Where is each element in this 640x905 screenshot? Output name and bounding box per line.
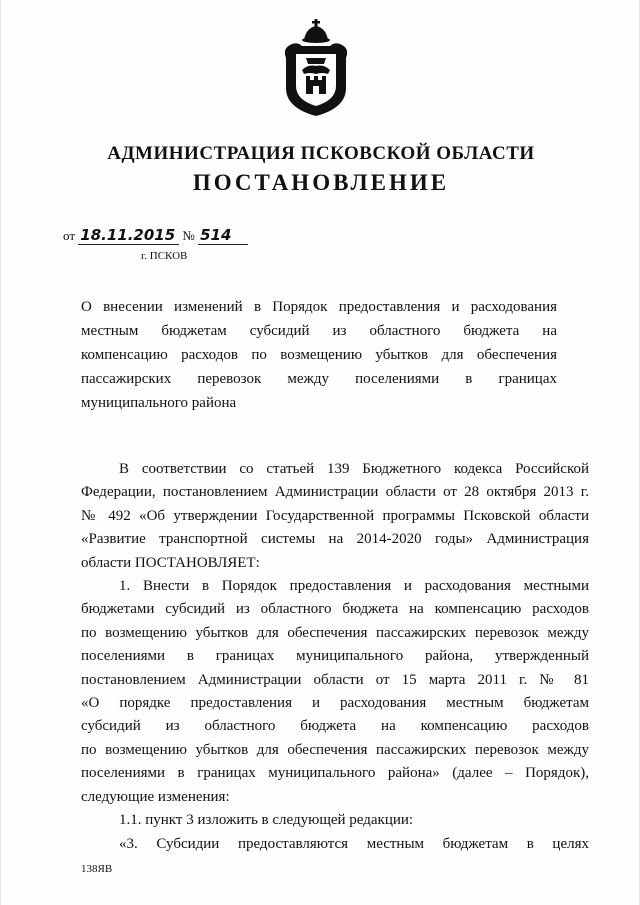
body-line: по возмещению убытков для обеспечения пассажирских перевозок между (81, 741, 589, 758)
body-line: субсидий из областного бюджета на компенсацию расходов (81, 718, 589, 735)
body-line: № 492 «Об утверждении Государственной программы Псковской области (81, 507, 589, 524)
document-type-title: ПОСТАНОВЛЕНИЕ (192, 170, 450, 195)
body-line: следующие изменения: (81, 788, 230, 805)
subject-line: компенсацию расходов по возмещению убытков для обеспечения (81, 347, 557, 363)
footer-code: 138ЯВ (81, 863, 113, 875)
body-line: Федерации, постановлением Администрации области от 28 октября 2013 г. (81, 484, 589, 501)
date-number-line (63, 226, 248, 245)
date-prefix: от (63, 228, 76, 243)
body-line: «3. Субсидии предоставляются местным бюджетам в целях (119, 835, 589, 852)
subject-line: О внесении изменений в Порядок предоставления и расходования (81, 299, 557, 315)
body-line: 1. Внести в Порядок предоставления и расходования местными (119, 578, 589, 595)
organization-title: АДМИНИСТРАЦИЯ ПСКОВСКОЙ ОБЛАСТИ (107, 143, 535, 164)
body-line: 1.1. пункт 3 изложить в следующей редакции: (119, 812, 414, 829)
body-line: «О порядке предоставления и расходования местным бюджетам (81, 695, 589, 712)
date-field (78, 226, 179, 245)
subject-line: муниципального района (81, 395, 237, 411)
body-line: поселениями в границах муниципального района» (далее – Порядок), (81, 765, 589, 782)
body-line: бюджетами субсидий из областного бюджета на компенсацию расходов (81, 601, 589, 618)
document-subject (81, 295, 557, 415)
number-prefix: № (182, 228, 195, 243)
subject-line: местным бюджетам субсидий из областного бюджета на (81, 323, 557, 339)
body-line: по возмещению убытков для обеспечения пассажирских перевозок между (81, 624, 589, 641)
body-line: поселениями в границах муниципального района, утвержденный (81, 648, 589, 665)
number-field (198, 226, 248, 245)
subject-line: пассажирских перевозок между поселениями в границах (81, 371, 557, 387)
document-body (81, 458, 589, 856)
body-line: «Развитие транспортной системы на 2014-2020 годы» Администрация (81, 531, 589, 548)
number-value: 514 (200, 226, 232, 244)
place-label: г. ПСКОВ (141, 250, 188, 262)
coat-of-arms-emblem (276, 18, 356, 118)
body-line: В соответствии со статьей 139 Бюджетного кодекса Российской (119, 461, 589, 477)
date-value: 18.11.2015 (80, 226, 176, 244)
body-line: области ПОСТАНОВЛЯЕТ: (81, 554, 260, 571)
body-line: постановлением Администрации области от 15 марта 2011 г. № 81 (81, 671, 589, 688)
